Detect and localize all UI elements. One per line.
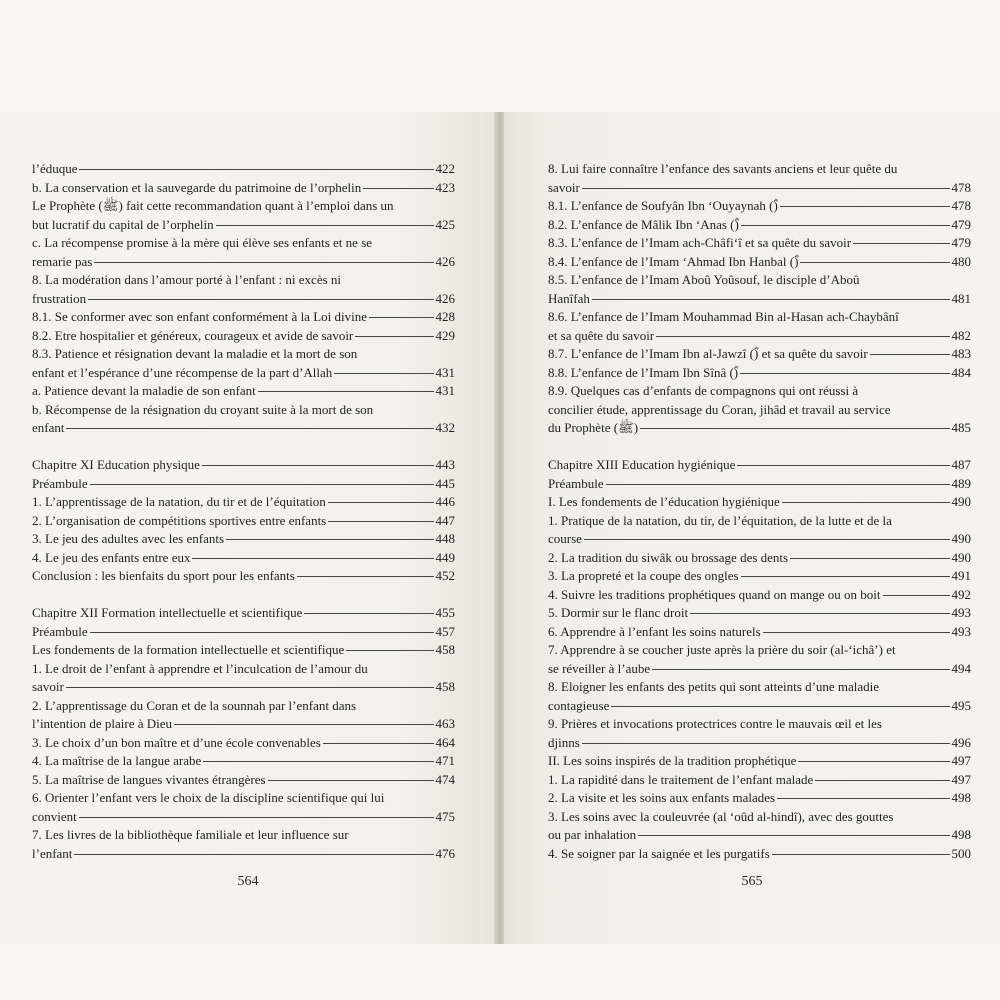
toc-entry-text: 2. L’apprentissage du Coran et de la sounnah par l’enfant dans [32,697,357,713]
toc-entry-text: frustration [32,290,87,306]
toc-entry-line [548,567,971,586]
toc-entry-text: enfant [32,420,65,435]
toc-entry-line [548,808,971,827]
leader-line [584,539,950,540]
leader-line [741,576,950,577]
leader-line [640,428,949,429]
toc-page-number: 455 [435,605,455,620]
toc-entry-line [32,845,455,864]
leader-line [815,780,949,781]
leader-line [870,354,950,355]
toc-entry-text: l’enfant [32,845,73,861]
toc-entry-line [32,234,455,253]
toc-page-number: 479 [951,216,971,232]
leader-line [66,428,433,429]
toc-entry-text: et sa quête du savoir [548,327,655,343]
toc-page-number: 448 [435,531,455,546]
toc-page-number: 485 [951,420,971,435]
toc-entry-text: se réveiller à l’aube [548,660,651,676]
leader-line [328,521,433,522]
toc-page-number: 489 [951,475,971,491]
toc-entry-text: 8.3. L’enfance de l’Imam ach-Châfi‘î et sa quête du savoir [548,235,852,250]
leader-line [66,687,434,688]
toc-entry-text: b. La conservation et la sauvegarde du patrimoine de l’orphelin [32,179,362,195]
toc-entry-line [548,401,971,420]
left-page-number: 564 [237,874,259,889]
toc-entry-line [548,623,971,642]
toc-entry-line [548,512,971,531]
book-spread [0,112,1000,944]
toc-entry-line [32,734,455,753]
toc-page-number: 457 [435,623,455,639]
leader-line [582,743,950,744]
section-spacer [32,438,455,457]
toc-entry-text: 8.1. Se conformer avec son enfant conformément à la Loi divine [32,309,367,324]
toc-entry-text: 8.5. L’enfance de l’Imam Aboû Yoûsouf, le disciple d’Aboû [548,272,860,287]
toc-entry-text: 1. La rapidité dans le traitement de l’enfant malade [548,771,814,787]
leader-line [304,613,433,614]
toc-entry-line [32,382,455,401]
toc-page-number: 497 [951,771,971,787]
toc-entry-line [32,789,455,808]
toc-entry-text: 9. Prières et invocations protectrices contre le mauvais œil et les [548,716,882,731]
leader-line [782,502,950,503]
leader-line [740,373,949,374]
toc-entry-line [32,197,455,216]
toc-entry-line [32,697,455,716]
toc-entry-text: 2. La visite et les soins aux enfants malades [548,790,776,805]
toc-entry-line [32,364,455,383]
toc-page-number: 490 [951,494,971,509]
toc-entry-text: 8.4. L’enfance de l’Imam ‘Ahmad Ibn Hanbal (ؓ) [548,253,799,269]
leader-line [772,854,950,855]
toc-entry-text: 4. La maîtrise de la langue arabe [32,753,202,768]
toc-entry-line [32,623,455,642]
leader-line [652,669,949,670]
toc-entry-text: b. Récompense de la résignation du croyant suite à la mort de son [32,401,374,417]
toc-page-number: 447 [435,512,455,528]
toc-page-number: 487 [951,457,971,472]
toc-entry-line [32,715,455,734]
leader-line [638,835,949,836]
toc-entry-line [32,456,455,475]
toc-entry-line [548,160,971,179]
toc-entry-line [548,734,971,753]
toc-entry-line [548,197,971,216]
leader-line [853,243,949,244]
leader-line [690,613,949,614]
toc-entry-text: savoir [548,179,580,195]
toc-entry-text: I. Les fondements de l’éducation hygiénique [548,494,780,509]
toc-entry-text: 8.2. L’enfance de Mâlik Ibn ‘Anas (ؓ) [548,216,739,232]
leader-line [737,465,949,466]
toc-entry-line [32,826,455,845]
leader-line [780,206,950,207]
toc-entry-text: 8.3. Patience et résignation devant la maladie et la mort de son [32,346,358,361]
toc-entry-line [548,752,971,771]
toc-page-number: 494 [951,660,971,676]
leader-line [79,169,433,170]
toc-entry-line [548,660,971,679]
toc-entry-text: 8. Lui faire connaître l’enfance des savants anciens et leur quête du [548,161,898,176]
leader-line [90,632,434,633]
toc-page-number: 464 [435,734,455,750]
toc-entry-line [548,271,971,290]
toc-entry-line [32,752,455,771]
toc-entry-line [32,493,455,512]
toc-entry-line [32,327,455,346]
toc-entry-text: 4. Le jeu des enfants entre eux [32,549,191,565]
toc-entry-line [548,604,971,623]
toc-entry-text: Les fondements de la formation intellectuelle et scientifique [32,642,345,657]
toc-entry-text: Préambule [32,623,88,639]
leader-line [297,576,434,577]
toc-entry-line [548,697,971,716]
toc-entry-text: contagieuse [548,697,610,713]
toc-page-number: 431 [435,364,455,380]
toc-page-number: 476 [435,845,455,861]
toc-entry-text: convient [32,808,77,824]
toc-entry-text: 8.7. L’enfance de l’Imam Ibn al-Jawzî (ؓ) et sa quête du savoir [548,346,868,361]
leader-line [202,465,434,466]
right-toc-list [548,160,971,863]
toc-entry-line [32,567,455,586]
toc-entry-text: 1. Pratique de la natation, du tir, de l’équitation, de la lutte et de la [548,512,892,528]
toc-page-number: 484 [951,364,971,380]
toc-page-number: 480 [951,253,971,269]
leader-line [790,558,949,559]
toc-entry-line [548,789,971,808]
leader-line [800,262,949,263]
left-toc-list [32,160,455,863]
leader-line [90,484,434,485]
toc-entry-line [548,549,971,568]
toc-entry-line [32,345,455,364]
toc-entry-text: 6. Apprendre à l’enfant les soins naturels [548,623,761,639]
toc-entry-text: 3. Le choix d’un bon maître et d’une école convenables [32,734,321,750]
toc-page-number: 425 [435,216,455,232]
toc-page-number: 446 [435,494,455,509]
right-page [504,112,1000,944]
toc-page-number: 426 [435,253,455,269]
toc-entry-text: 6. Orienter l’enfant vers le choix de la discipline scientifique qui lui [32,790,385,805]
leader-line [606,484,950,485]
left-page [0,112,496,944]
leader-line [334,373,433,374]
toc-page-number: 426 [435,290,455,306]
toc-page-number: 474 [435,771,455,787]
toc-entry-text: 3. Les soins avec la couleuvrée (al ‘oûd al-hindî), avec des gouttes [548,808,894,824]
toc-entry-text: 3. Le jeu des adultes avec les enfants [32,531,225,546]
toc-page-number: 498 [951,790,971,805]
toc-entry-text: remarie pas [32,253,93,269]
toc-entry-line [32,771,455,790]
leader-line [582,188,950,189]
leader-line [258,391,434,392]
leader-line [94,262,433,263]
leader-line [226,539,433,540]
toc-entry-text: II. Les soins inspirés de la tradition prophétique [548,753,797,768]
toc-page-number: 475 [435,808,455,824]
toc-entry-text: l’intention de plaire à Dieu [32,716,173,731]
toc-entry-line [548,308,971,327]
toc-entry-text: but lucratif du capital de l’orphelin [32,216,214,232]
leader-line [268,780,434,781]
leader-line [656,336,949,337]
toc-entry-line [32,290,455,309]
toc-entry-text: concilier étude, apprentissage du Coran, jihâd et travail au service [548,401,891,417]
leader-line [763,632,950,633]
toc-page-number: 492 [951,586,971,602]
toc-entry-text: 2. La tradition du siwâk ou brossage des dents [548,549,789,565]
toc-entry-text: 7. Apprendre à se coucher juste après la prière du soir (al-‘ichâ’) et [548,642,896,657]
toc-entry-text: 8. La modération dans l’amour porté à l’enfant : ni excès ni [32,272,342,287]
right-page-number: 565 [741,874,763,889]
toc-entry-text: Chapitre XII Formation intellectuelle et scientifique [32,605,303,620]
toc-entry-line [548,826,971,845]
toc-entry-text: Hanîfah [548,290,590,306]
toc-entry-text: 3. La propreté et la coupe des ongles [548,568,739,583]
toc-entry-line [548,475,971,494]
toc-entry-text: course [548,531,582,546]
toc-page-number: 478 [951,179,971,195]
toc-entry-text: 8.8. L’enfance de l’Imam Ibn Sînâ (ؓ) [548,364,739,380]
toc-page-number: 422 [435,161,455,176]
toc-entry-text: ou par inhalation [548,827,637,842]
toc-entry-text: Le Prophète (ﷺ) fait cette recommandation quant à l’emploi dans un [32,198,394,213]
toc-entry-line [548,216,971,235]
toc-entry-line [548,234,971,253]
toc-entry-text: 8.2. Etre hospitalier et généreux, courageux et avide de savoir [32,327,354,343]
toc-entry-text: du Prophète (ﷺ) [548,420,639,435]
toc-page-number: 500 [951,845,971,861]
toc-page-number: 497 [951,753,971,768]
toc-entry-text: 8.6. L’enfance de l’Imam Mouhammad Bin al-Hasan ach-Chaybânî [548,309,899,324]
toc-page-number: 483 [951,346,971,361]
toc-entry-line [548,715,971,734]
toc-entry-line [548,179,971,198]
toc-entry-line [548,364,971,383]
toc-entry-line [32,808,455,827]
toc-page-number: 432 [435,420,455,435]
leader-line [346,650,433,651]
section-spacer [548,438,971,457]
leader-line [74,854,433,855]
toc-entry-line [548,327,971,346]
toc-page-number: 429 [435,327,455,343]
toc-page-number: 491 [951,568,971,583]
toc-entry-text: Préambule [32,475,88,491]
leader-line [741,225,950,226]
leader-line [216,225,434,226]
toc-entry-line [32,271,455,290]
toc-page-number: 490 [951,549,971,565]
toc-entry-line [32,641,455,660]
leader-line [174,724,433,725]
toc-page-number: 428 [435,309,455,324]
leader-line [592,299,950,300]
toc-page-number: 431 [435,383,455,398]
toc-entry-text: savoir [32,679,64,694]
toc-entry-text: l’éduque [32,161,78,176]
toc-entry-line [548,845,971,864]
toc-entry-text: enfant et l’espérance d’une récompense de la part d’Allah [32,364,333,380]
leader-line [323,743,434,744]
toc-page-number: 471 [435,753,455,768]
leader-line [328,502,434,503]
toc-entry-text: 1. L’apprentissage de la natation, du tir et de l’équitation [32,494,326,509]
toc-entry-line [548,641,971,660]
toc-page-number: 496 [951,734,971,750]
toc-page-number: 481 [951,290,971,306]
toc-entry-line [548,493,971,512]
toc-entry-line [32,253,455,272]
toc-entry-line [548,382,971,401]
leader-line [883,595,950,596]
toc-entry-line [32,179,455,198]
toc-entry-line [32,308,455,327]
toc-entry-line [32,160,455,179]
toc-entry-line [548,419,971,438]
toc-page-number: 452 [435,568,455,583]
toc-entry-line [32,678,455,697]
toc-entry-line [32,216,455,235]
toc-entry-text: djinns [548,734,580,750]
toc-entry-line [548,253,971,272]
leader-line [611,706,949,707]
toc-page-number: 458 [435,642,455,657]
toc-page-number: 498 [951,827,971,842]
toc-entry-line [548,290,971,309]
toc-entry-text: 7. Les livres de la bibliothèque familiale et leur influence sur [32,827,349,842]
toc-entry-text: 8.1. L’enfance de Soufyân Ibn ‘Ouyaynah (ؓ) [548,198,778,213]
toc-entry-text: 4. Suivre les traditions prophétiques quand on mange ou on boit [548,586,881,602]
toc-entry-text: a. Patience devant la maladie de son enfant [32,383,256,398]
toc-page-number: 495 [951,697,971,713]
toc-entry-line [548,771,971,790]
toc-entry-line [548,530,971,549]
toc-page-number: 423 [435,179,455,195]
leader-line [369,317,434,318]
toc-page-number: 463 [435,716,455,731]
toc-entry-text: c. La récompense promise à la mère qui élève ses enfants et ne se [32,235,373,250]
toc-page-number: 445 [435,475,455,491]
leader-line [192,558,433,559]
toc-entry-text: Conclusion : les bienfaits du sport pour les enfants [32,568,295,583]
toc-page-number: 493 [951,605,971,620]
toc-entry-text: 2. L’organisation de compétitions sportives entre enfants [32,512,327,528]
toc-page-number: 443 [435,457,455,472]
toc-entry-line [32,512,455,531]
toc-page-number: 449 [435,549,455,565]
toc-entry-text: 8.9. Quelques cas d’enfants de compagnons qui ont réussi à [548,383,859,398]
toc-entry-line [32,604,455,623]
toc-entry-text: Préambule [548,475,604,491]
toc-entry-line [32,401,455,420]
toc-entry-line [32,475,455,494]
toc-page-number: 479 [951,235,971,250]
toc-entry-line [548,678,971,697]
leader-line [355,336,433,337]
leader-line [798,761,949,762]
toc-page-number: 493 [951,623,971,639]
toc-entry-line [32,549,455,568]
toc-entry-text: 5. Dormir sur le flanc droit [548,605,689,620]
toc-entry-line [32,530,455,549]
leader-line [203,761,433,762]
toc-page-number: 482 [951,327,971,343]
leader-line [777,798,949,799]
toc-entry-text: Chapitre XI Education physique [32,457,200,472]
section-spacer [32,586,455,605]
toc-entry-text: 8. Eloigner les enfants des petits qui sont atteints d’une maladie [548,679,880,694]
toc-entry-text: Chapitre XIII Education hygiénique [548,457,736,472]
toc-entry-text: 5. La maîtrise de langues vivantes étrangères [32,771,266,787]
toc-entry-text: 4. Se soigner par la saignée et les purgatifs [548,845,770,861]
toc-entry-line [548,586,971,605]
toc-page-number: 490 [951,531,971,546]
toc-entry-text: 1. Le droit de l’enfant à apprendre et l’inculcation de l’amour du [32,660,368,676]
toc-entry-line [548,345,971,364]
toc-page-number: 478 [951,198,971,213]
toc-entry-line [548,456,971,475]
toc-entry-line [32,660,455,679]
toc-entry-line [32,419,455,438]
leader-line [363,188,433,189]
leader-line [79,817,434,818]
toc-page-number: 458 [435,679,455,694]
leader-line [88,299,433,300]
